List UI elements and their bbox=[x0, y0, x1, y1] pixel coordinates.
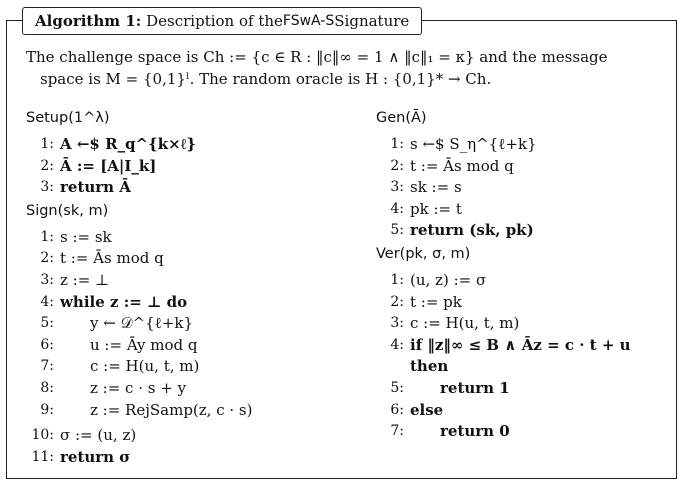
title-text: Description of the bbox=[146, 12, 283, 30]
scheme-name: FSwA-S bbox=[282, 13, 335, 29]
ver-line: 2: t := pk bbox=[390, 292, 462, 311]
gen-line: 1: s ←$ S_η^{ℓ+k} bbox=[390, 135, 537, 153]
sign-line: 10: σ := (u, z) bbox=[31, 426, 137, 445]
left-column bbox=[26, 106, 356, 468]
ver-line: then bbox=[410, 357, 449, 376]
intro-line-1: The challenge space is Ch := {c ∈ R : ‖c‖∞ = 1 ∧ ‖c‖₁ = κ} and the message bbox=[26, 48, 608, 66]
ver-line: 6: else bbox=[390, 400, 444, 419]
sign-line: 9: z := RejSamp(z, c · s) bbox=[40, 400, 253, 419]
intro-line-2: space is M = {0,1}ˡ. The random oracle is H : {0,1}* → Ch. bbox=[40, 70, 492, 88]
gen-line: 4: pk := t bbox=[390, 199, 462, 218]
setup-header: Setup(1^λ) bbox=[26, 110, 110, 126]
sign-line: 7: c := H(u, t, m) bbox=[40, 357, 200, 376]
gen-line: 3: sk := s bbox=[390, 178, 462, 197]
algorithm-title bbox=[22, 7, 422, 35]
gen-header: Gen(Ā) bbox=[376, 110, 427, 126]
setup-line: 1: A ←$ R_q^{k×ℓ} bbox=[40, 135, 196, 153]
sign-line: 3: z := ⊥ bbox=[40, 270, 110, 289]
ver-header: Ver(pk, σ, m) bbox=[376, 245, 471, 262]
gen-line: 5: return (sk, pk) bbox=[390, 221, 534, 240]
ver-line: 7: return 0 bbox=[390, 422, 510, 441]
title-suffix: Signature bbox=[334, 12, 410, 30]
setup-line: 2: Ā := [A|I_k] bbox=[40, 156, 157, 175]
sign-line: 4: while z := ⊥ do bbox=[40, 292, 188, 311]
ver-line: 5: return 1 bbox=[390, 378, 510, 397]
sign-line: 6: u := Āy mod q bbox=[40, 335, 198, 354]
sign-header: Sign(sk, m) bbox=[26, 202, 109, 219]
ver-line: 4: if ‖z‖∞ ≤ B ∧ Āz = c · t + u bbox=[390, 335, 631, 354]
sign-line: 1: s := sk bbox=[40, 227, 112, 246]
right-column bbox=[376, 106, 671, 443]
ver-line: 3: c := H(u, t, m) bbox=[390, 314, 520, 333]
algorithm-number: Algorithm 1: bbox=[35, 12, 142, 30]
sign-line: 11: return σ bbox=[31, 447, 131, 466]
sign-line: 5: y ← 𝒟^{ℓ+k} bbox=[40, 314, 194, 333]
sign-line: 2: t := Ās mod q bbox=[40, 249, 164, 268]
gen-line: 2: t := Ās mod q bbox=[390, 156, 514, 175]
intro-paragraph bbox=[26, 46, 666, 90]
sign-line: 8: z := c · s + y bbox=[40, 378, 187, 397]
setup-line: 3: return Ā bbox=[40, 178, 131, 197]
ver-line: 1: (u, z) := σ bbox=[390, 270, 487, 289]
